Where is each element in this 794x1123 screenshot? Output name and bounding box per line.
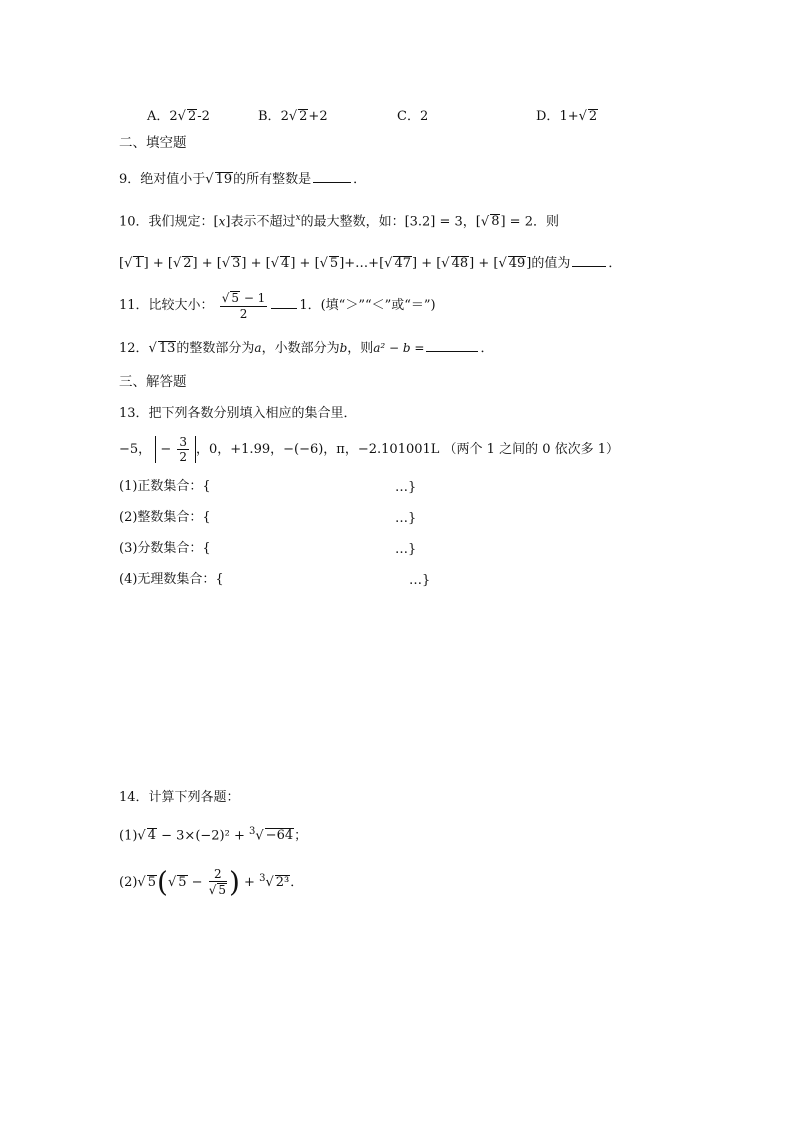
section-heading-fill-blank: 二、填空题 xyxy=(119,135,187,151)
answer-blank xyxy=(426,350,478,352)
set-positive-end: …} xyxy=(395,480,417,495)
floor-root-term: [√ 5] xyxy=(314,256,345,271)
option-c: C．2 xyxy=(397,109,429,124)
section-heading-solve: 三、解答题 xyxy=(119,374,187,390)
fraction: $\frac{2}{√ 5}$ xyxy=(208,867,226,897)
question-14-part-2: (2)√ 5(√ 5 − $\frac{2}{√ 5}$ ) + $^3$√ 2³． xyxy=(119,865,304,899)
option-a: A．2√ 2-2 xyxy=(147,109,210,124)
set-irrational-end: …} xyxy=(409,573,431,588)
set-irrational: (4)无理数集合：{ xyxy=(119,572,224,587)
set-integer-end: …} xyxy=(395,511,417,526)
question-9: 9．绝对值小于√ 19的所有整数是 ． xyxy=(119,172,367,187)
floor-root-term: [√ 4] xyxy=(265,256,296,271)
floor-root-term: [√ 47] xyxy=(379,256,418,271)
floor-root-term: [√ 2] xyxy=(167,256,198,271)
floor-root-term: [√ 48] xyxy=(436,256,475,271)
set-positive: (1)正数集合：{ xyxy=(119,479,211,494)
absolute-value: − $\frac{3}{2}$ xyxy=(155,436,196,463)
fraction: $\frac{√ 5 - 1}{2}$ xyxy=(221,291,266,322)
set-integer: (2)整数集合：{ xyxy=(119,510,211,525)
set-fraction-end: …} xyxy=(395,542,417,557)
set-fraction: (3)分数集合：{ xyxy=(119,541,211,556)
question-11: 11．比较大小： $\frac{√ 5 - 1}{2}$ 1．(填“＞”“＜”或“＝”) xyxy=(119,291,436,322)
question-13-numbers: −5， − $\frac{3}{2}$ ，0，+1.99，−(−6)，π，−2.101001L （两个 1 之间的 0 依次多 1） xyxy=(119,435,620,464)
option-d: D．1+√ 2 xyxy=(536,109,598,124)
question-10-sum: [√ 1] + [√ 2] + [√ 3] + [√ 4] + [√ 5]+…+[√ 47] + [√ 48] + [√ 49]的值为 ． xyxy=(119,256,622,271)
floor-root-term: [√ 1] xyxy=(119,256,149,271)
question-14-part-1: (1)√ 4 − 3×(−2)² + $^3$√ −64； xyxy=(119,826,308,844)
question-14: 14．计算下列各题： xyxy=(119,790,240,805)
answer-blank xyxy=(313,181,351,183)
question-10: 10．我们规定：[x]表示不超过$^x$的最大整数，如：[3.2] = 3，[√ 8] = 2．则 xyxy=(119,213,559,230)
answer-blank xyxy=(572,265,606,267)
question-12: 12．√ 13的整数部分为a，小数部分为b，则a² − b = ． xyxy=(119,341,494,356)
answer-blank xyxy=(271,307,297,309)
question-13: 13．把下列各数分别填入相应的集合里． xyxy=(119,406,357,421)
option-b: B．2√ 2+2 xyxy=(258,109,328,124)
floor-root-term: [√ 49] xyxy=(493,256,532,271)
floor-root-term: [√ 3] xyxy=(216,256,247,271)
